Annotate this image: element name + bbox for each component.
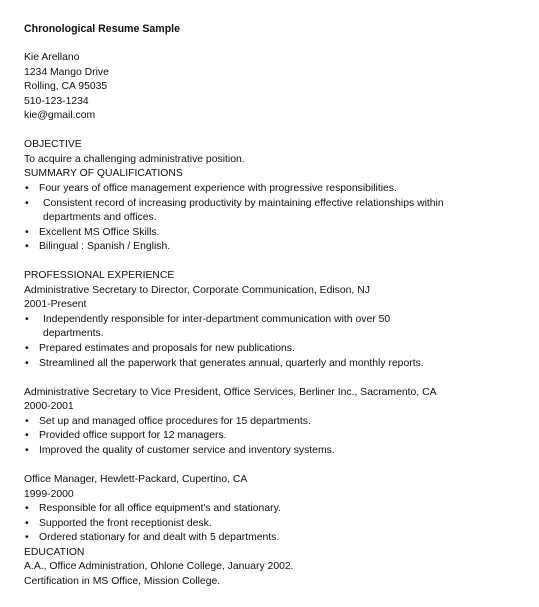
list-item-text: Consistent record of increasing productivity by maintaining effective relationships within — [43, 197, 444, 209]
job-title: Administrative Secretary to Director, Corporate Communication, Edison, NJ — [24, 284, 370, 296]
contact-block — [24, 51, 524, 124]
spacer — [24, 124, 524, 139]
job-entry — [24, 386, 524, 459]
job-duties-list — [24, 502, 524, 546]
list-item-continuation: departments and offices. — [43, 212, 157, 224]
list-item: • Provided office support for 12 managers. — [24, 429, 524, 444]
contact-name: Kie Arellano — [24, 52, 80, 64]
contact-street: 1234 Mango Drive — [24, 66, 109, 78]
list-item-continuation: departments. — [43, 328, 104, 340]
experience-heading: PROFESSIONAL EXPERIENCE — [24, 270, 175, 282]
list-item: • Responsible for all office equipment's and stationary. — [24, 502, 524, 517]
objective-section — [24, 138, 524, 167]
list-item — [24, 197, 524, 226]
list-item: • Set up and managed office procedures for 15 departments. — [24, 415, 524, 430]
job-title: Office Manager, Hewlett-Packard, Cupertino, CA — [24, 473, 248, 485]
education-line: Certification in MS Office, Mission College. — [24, 575, 221, 587]
contact-phone: 510-123-1234 — [24, 95, 89, 107]
resume-document — [24, 22, 524, 589]
list-item — [24, 313, 524, 342]
list-item: • Bilingual : Spanish / English. — [24, 240, 524, 255]
job-entry — [24, 284, 524, 371]
qualifications-heading: SUMMARY OF QUALIFICATIONS — [24, 168, 183, 180]
job-title: Administrative Secretary to Vice President, Office Services, Berliner Inc., Sacramento, CA — [24, 386, 437, 398]
spacer — [24, 371, 524, 386]
objective-heading: OBJECTIVE — [24, 139, 82, 151]
job-dates: 2001-Present — [24, 299, 87, 311]
list-item: • Improved the quality of customer service and inventory systems. — [24, 444, 524, 459]
list-item: • Four years of office management experience with progressive responsibilities. — [24, 182, 524, 197]
spacer — [24, 255, 524, 270]
spacer — [24, 458, 524, 473]
document-title: Chronological Resume Sample — [24, 23, 180, 35]
list-item: • Supported the front receptionist desk. — [24, 517, 524, 532]
education-section — [24, 546, 524, 590]
qualifications-list — [24, 182, 524, 255]
job-duties-list — [24, 313, 524, 371]
list-item: • Streamlined all the paperwork that generates annual, quarterly and monthly reports. — [24, 357, 524, 372]
contact-city: Rolling, CA 95035 — [24, 81, 108, 93]
job-dates: 1999-2000 — [24, 488, 74, 500]
objective-text: To acquire a challenging administrative position. — [24, 153, 245, 165]
list-item: • Prepared estimates and proposals for new publications. — [24, 342, 524, 357]
education-line: A.A., Office Administration, Ohlone College, January 2002. — [24, 561, 294, 573]
qualifications-section — [24, 167, 524, 254]
list-item: • Ordered stationary for and dealt with 5 departments. — [24, 531, 524, 546]
job-duties-list — [24, 415, 524, 459]
list-item: • Excellent MS Office Skills. — [24, 226, 524, 241]
job-entry — [24, 473, 524, 546]
education-heading: EDUCATION — [24, 546, 85, 558]
list-item-text: Independently responsible for inter-department communication with over 50 — [43, 313, 391, 325]
experience-section — [24, 269, 524, 545]
contact-email: kie@gmail.com — [24, 110, 96, 122]
job-dates: 2000-2001 — [24, 401, 74, 413]
